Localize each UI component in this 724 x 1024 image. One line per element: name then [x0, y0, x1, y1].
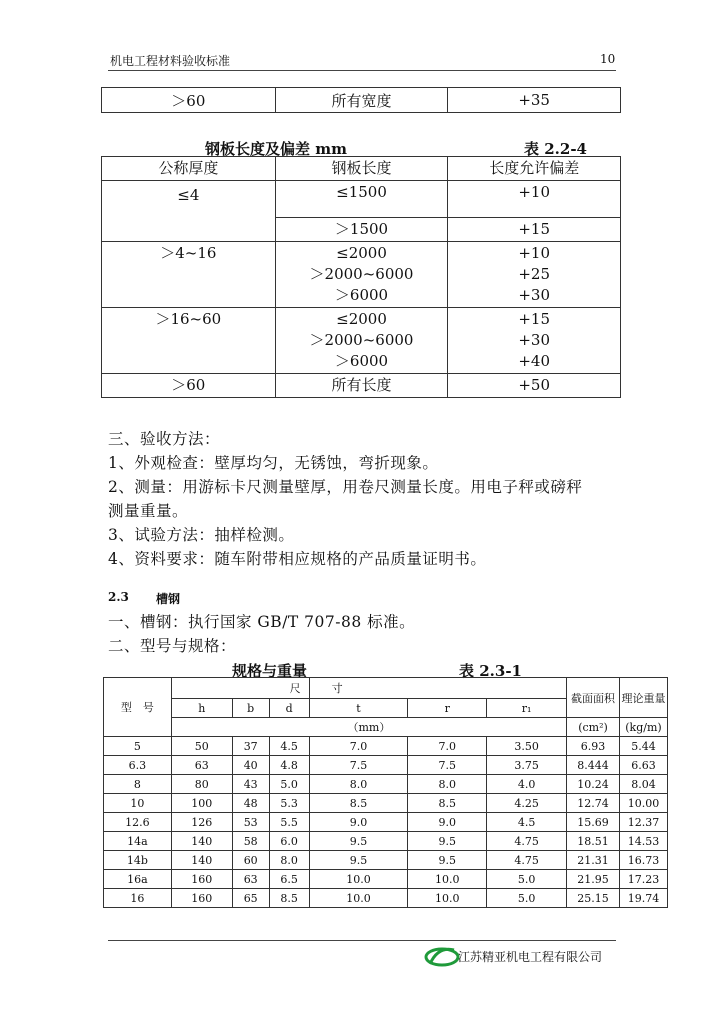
method-item: 4、资料要求：随车附带相应规格的产品质量证明书。 — [108, 550, 487, 568]
column-subheader: t — [309, 699, 408, 718]
table-cell: 8.0 — [309, 775, 408, 794]
table-cell: 4.5 — [487, 813, 567, 832]
table-cell: 4.8 — [269, 756, 309, 775]
unit-cell: (cm²) — [567, 718, 620, 737]
column-header: 寸 — [309, 678, 566, 699]
table-cell: 10.0 — [309, 870, 408, 889]
table-cell: +35 — [448, 88, 621, 113]
table-cell: 10.0 — [408, 870, 487, 889]
table-cell — [448, 242, 621, 308]
table-cell: 9.5 — [408, 832, 487, 851]
table-cell: 14.53 — [619, 832, 667, 851]
table-row — [104, 756, 668, 775]
table-cell: 4.25 — [487, 794, 567, 813]
table-row — [104, 775, 668, 794]
method-item: 1、外观检查：壁厚均匀，无锈蚀，弯折现象。 — [108, 454, 439, 472]
table-cell: 所有长度 — [275, 374, 448, 398]
footer-divider — [108, 940, 616, 941]
table-cell: ＞4~16 — [102, 242, 276, 308]
header-title: 机电工程材料验收标准 — [110, 54, 231, 68]
table-caption: 规格与重量 — [232, 662, 308, 680]
company-name: 江苏精亚机电工程有限公司 — [458, 950, 603, 964]
cell-line: +30 — [518, 331, 551, 349]
table-cell: 8.04 — [619, 775, 667, 794]
table-cell: 9.5 — [408, 851, 487, 870]
table-cell: 8 — [104, 775, 172, 794]
table-cell: ≤1500 — [275, 181, 448, 218]
table-row — [104, 832, 668, 851]
table-cell: 17.23 — [619, 870, 667, 889]
table-header-row — [104, 678, 668, 699]
table-cell: 5.44 — [619, 737, 667, 756]
table-row — [104, 813, 668, 832]
company-logo-icon — [424, 944, 460, 968]
table-cell: 43 — [232, 775, 269, 794]
table-cell: 6.3 — [104, 756, 172, 775]
table-cell: 4.0 — [487, 775, 567, 794]
method-item: 3、试验方法：抽样检测。 — [108, 526, 295, 544]
table-row — [102, 181, 621, 218]
page-number: 10 — [600, 52, 616, 66]
table-unit-row — [104, 718, 668, 737]
table-cell: ＞1500 — [275, 218, 448, 242]
unit-cell: （mm） — [171, 718, 566, 737]
table-cell: 48 — [232, 794, 269, 813]
table-row — [104, 851, 668, 870]
table-cell: 126 — [171, 813, 232, 832]
column-subheader: d — [269, 699, 309, 718]
table-cell: 80 — [171, 775, 232, 794]
cell-line: ≤2000 — [336, 310, 387, 328]
table-cell: 100 — [171, 794, 232, 813]
table-cell: 10.0 — [309, 889, 408, 908]
table-cell: 160 — [171, 870, 232, 889]
table-cell: 6.63 — [619, 756, 667, 775]
table-cell: +50 — [448, 374, 621, 398]
column-subheader: r — [408, 699, 487, 718]
table-row — [104, 737, 668, 756]
table-cell: 所有宽度 — [275, 88, 448, 113]
table-row — [102, 88, 621, 113]
table-cell: 140 — [171, 832, 232, 851]
table-cell: 8.5 — [408, 794, 487, 813]
table-cell: 7.5 — [309, 756, 408, 775]
table-cell: 8.5 — [269, 889, 309, 908]
table-cell: 6.93 — [567, 737, 620, 756]
column-subheader: r₁ — [487, 699, 567, 718]
table-cell: ＞16~60 — [102, 308, 276, 374]
table-cell — [275, 308, 448, 374]
table-cell: 3.75 — [487, 756, 567, 775]
cell-line: +40 — [518, 352, 551, 370]
table-cell: 7.0 — [309, 737, 408, 756]
table-cell: 63 — [171, 756, 232, 775]
table-cell: 7.0 — [408, 737, 487, 756]
header-divider — [108, 70, 616, 71]
table-cell: 58 — [232, 832, 269, 851]
table-row — [104, 870, 668, 889]
table-cell: 12.37 — [619, 813, 667, 832]
column-header: 型 号 — [104, 678, 172, 737]
table-cell: 19.74 — [619, 889, 667, 908]
table-cell: 18.51 — [567, 832, 620, 851]
table-cell: 16.73 — [619, 851, 667, 870]
column-subheader: h — [171, 699, 232, 718]
column-header: 公称厚度 — [102, 157, 276, 181]
table-row — [104, 794, 668, 813]
table-row — [104, 889, 668, 908]
table-cell: 8.5 — [309, 794, 408, 813]
table-body — [104, 737, 668, 908]
table-row — [102, 242, 621, 308]
column-subheader: b — [232, 699, 269, 718]
table-cell: 140 — [171, 851, 232, 870]
section-title: 槽钢 — [156, 592, 181, 606]
table-cell: 5 — [104, 737, 172, 756]
table-cell: 8.444 — [567, 756, 620, 775]
table-cell: 5.5 — [269, 813, 309, 832]
table-cell: 9.0 — [309, 813, 408, 832]
cell-line: +10 — [518, 244, 551, 262]
column-header: 尺 — [171, 678, 309, 699]
cell-line: ＞6000 — [334, 286, 389, 304]
cell-line: ＞2000~6000 — [309, 331, 414, 349]
table-cell: 5.3 — [269, 794, 309, 813]
column-header: 长度允许偏差 — [448, 157, 621, 181]
table-cell: 7.5 — [408, 756, 487, 775]
table-cell — [448, 308, 621, 374]
table-cell: +10 — [448, 181, 621, 218]
table-row — [102, 308, 621, 374]
table-cell: ≤4 — [102, 181, 276, 242]
table-caption: 钢板长度及偏差 mm — [205, 140, 347, 158]
cell-line: ＞6000 — [334, 352, 389, 370]
table-cell: 12.6 — [104, 813, 172, 832]
table-cell: 40 — [232, 756, 269, 775]
table-cell: 6.0 — [269, 832, 309, 851]
table-cell: 10.0 — [408, 889, 487, 908]
table-cell: 10.00 — [619, 794, 667, 813]
table-cell: +15 — [448, 218, 621, 242]
method-heading: 三、验收方法： — [108, 430, 221, 448]
table-cell: 9.5 — [309, 851, 408, 870]
section-line: 一、槽钢：执行国家 GB/T 707-88 标准。 — [108, 613, 416, 631]
table-cell: 16a — [104, 870, 172, 889]
table-cell: 4.5 — [269, 737, 309, 756]
section-number: 2.3 — [108, 590, 129, 604]
table-cell: ＞60 — [102, 88, 276, 113]
table-cell: 160 — [171, 889, 232, 908]
column-header: 截面面积 — [567, 678, 620, 718]
table-cell: 8.0 — [408, 775, 487, 794]
cell-line: ≤2000 — [336, 244, 387, 262]
table-cell: 15.69 — [567, 813, 620, 832]
table-cell: 4.75 — [487, 832, 567, 851]
table-cell: 3.50 — [487, 737, 567, 756]
column-header: 理论重量 — [619, 678, 667, 718]
column-header: 钢板长度 — [275, 157, 448, 181]
cell-line: ＞2000~6000 — [309, 265, 414, 283]
table-cell: 5.0 — [487, 870, 567, 889]
cell-line: +15 — [518, 310, 551, 328]
table-cell: 14a — [104, 832, 172, 851]
table-cell: 65 — [232, 889, 269, 908]
table-cell: 8.0 — [269, 851, 309, 870]
table-cell: 6.5 — [269, 870, 309, 889]
table-cell: 37 — [232, 737, 269, 756]
table-cell: 5.0 — [487, 889, 567, 908]
table-cell: 63 — [232, 870, 269, 889]
table-header-row — [102, 157, 621, 181]
channel-steel-table — [103, 677, 668, 908]
table-cell — [275, 242, 448, 308]
method-item: 2、测量：用游标卡尺测量壁厚，用卷尺测量长度。用电子秤或磅秤 — [108, 478, 583, 496]
table-cell: ＞60 — [102, 374, 276, 398]
table-cell: 4.75 — [487, 851, 567, 870]
cell-line: +30 — [518, 286, 551, 304]
table-cell: 21.31 — [567, 851, 620, 870]
table-cell: 50 — [171, 737, 232, 756]
table-cell: 53 — [232, 813, 269, 832]
table-cell: 9.5 — [309, 832, 408, 851]
table-cell: 21.95 — [567, 870, 620, 889]
cell-line: +25 — [518, 265, 551, 283]
table-cell: 10.24 — [567, 775, 620, 794]
table-cell: 25.15 — [567, 889, 620, 908]
table-cell: 9.0 — [408, 813, 487, 832]
table-cell: 10 — [104, 794, 172, 813]
table-row — [102, 374, 621, 398]
unit-cell: (kg/m) — [619, 718, 667, 737]
section-line: 二、型号与规格： — [108, 637, 237, 655]
table-cell: 16 — [104, 889, 172, 908]
table-cell: 60 — [232, 851, 269, 870]
plate-length-table — [101, 156, 621, 398]
table-caption-number: 表 2.3-1 — [459, 662, 522, 680]
table-cell: 12.74 — [567, 794, 620, 813]
table-caption-number: 表 2.2-4 — [524, 140, 587, 158]
continued-width-table — [101, 87, 621, 113]
table-cell: 5.0 — [269, 775, 309, 794]
method-item: 测量重量。 — [108, 502, 189, 520]
table-cell: 14b — [104, 851, 172, 870]
